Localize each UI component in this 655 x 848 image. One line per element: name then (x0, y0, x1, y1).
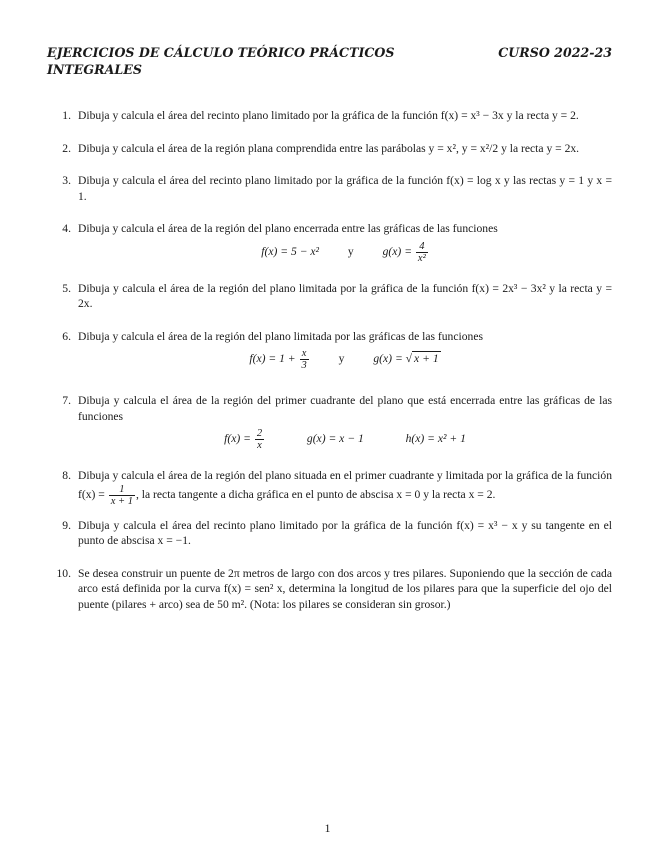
exercise-number: 2. (62, 141, 71, 155)
fraction-numerator: x (300, 348, 309, 360)
fraction (255, 428, 264, 451)
header-titles (47, 44, 394, 78)
fraction-numerator: 2 (256, 428, 263, 439)
exercise-text: Dibuja y calcula el área del recinto plano limitado por la gráfica de la función f(x) = x³ − x y su tangente en el punto de abscisa x = −1. (78, 518, 612, 547)
exercise-item (47, 329, 612, 372)
fraction-numerator: 4 (416, 241, 428, 253)
fraction (300, 348, 309, 371)
exercise-item (47, 221, 612, 264)
fraction-numerator: 1 (109, 484, 135, 496)
formula-f-lhs: f(x) = (224, 432, 251, 446)
fraction-denominator: 3 (301, 360, 307, 371)
formula-display (78, 241, 612, 264)
exercise-text: Dibuja y calcula el área del recinto plano limitado por la gráfica de la función f(x) = x³ − 3x y la recta y = 2. (78, 109, 579, 122)
exercise-text: Se desea construir un puente de 2π metros de largo con dos arcos y tres pilares. Suponiendo que la sección de cada arco está definida por la curva f(x) = sen² x, determina la longitud de los pilares para que la superficie del ojo del puente (pilares + arco) sea de 50 m². (Nota: los pilares se consideran sin grosor.) (78, 566, 612, 611)
fraction-denominator: x (257, 440, 262, 451)
exercise-number: 7. (62, 394, 71, 407)
exercise-item (47, 566, 612, 613)
formula-h: h(x) = x² + 1 (405, 432, 466, 446)
formula-connector: y (338, 352, 345, 366)
formula-display (78, 428, 612, 451)
formula-g: g(x) = x − 1 (306, 432, 364, 446)
exercise-number: 3. (62, 174, 71, 187)
exercise-item (47, 468, 612, 507)
exercise-number: 8. (62, 469, 71, 482)
formula-g-lhs: g(x) = (373, 352, 403, 366)
fraction-denominator: x² (417, 252, 426, 264)
document-subtitle: INTEGRALES (47, 62, 142, 77)
exercise-text: Dibuja y calcula el área de la región del plano encerrada entre las gráficas de las funciones (78, 222, 498, 235)
exercise-number: 5. (62, 281, 71, 295)
exercise-number: 10. (56, 566, 71, 580)
exercise-number: 9. (62, 518, 71, 532)
exercise-text: Dibuja y calcula el área de la región del plano limitada por las gráficas de las funciones (78, 329, 483, 343)
fraction (109, 484, 135, 507)
exercise-text: Dibuja y calcula el área del recinto plano limitado por la gráfica de la función f(x) = log x y las rectas y = 1 y x = 1. (78, 174, 612, 203)
course-label: CURSO 2022-23 (498, 45, 612, 60)
exercise-text: Dibuja y calcula el área de la región del primer cuadrante del plano que está encerrada entre las gráficas de las funciones (78, 394, 612, 423)
exercise-item (47, 141, 612, 157)
exercise-text: Dibuja y calcula el área de la región plana comprendida entre las parábolas y = x², y = x²/2 y la recta y = 2x. (78, 141, 580, 155)
fraction-denominator: x + 1 (110, 495, 133, 507)
exercise-number: 4. (62, 222, 71, 235)
exercise-text: Dibuja y calcula el área de la región del plano situada en el primer cuadrante y limitada por la gráfica de la función f(x) = (78, 469, 612, 501)
formula-g-lhs: g(x) = (382, 244, 413, 258)
formula-display (78, 348, 612, 371)
exercise-item (47, 108, 612, 124)
page-number: 1 (324, 821, 331, 835)
fraction (416, 241, 428, 264)
exercise-item (47, 393, 612, 451)
sqrt-sign: √ (405, 352, 413, 366)
exercise-number: 1. (62, 109, 71, 122)
exercise-item (47, 518, 612, 549)
formula-connector: y (347, 244, 354, 258)
exercise-text-continued: , la recta tangente a dicha gráfica en el punto de abscisa x = 0 y la recta x = 2. (135, 487, 496, 501)
exercise-item (47, 173, 612, 204)
radicand: x + 1 (414, 352, 439, 366)
exercise-text: Dibuja y calcula el área de la región del plano limitada por la gráfica de la función f(x) = 2x³ − 3x² y la recta y = 2x. (78, 281, 612, 310)
document-title: EJERCICIOS DE CÁLCULO TEÓRICO PRÁCTICOS (47, 45, 395, 60)
formula-f-lhs: f(x) = 1 + (249, 352, 296, 366)
formula-f: f(x) = 5 − x² (261, 244, 320, 258)
exercise-list (47, 108, 612, 612)
exercise-number: 6. (62, 329, 71, 343)
exercise-item (47, 281, 612, 312)
